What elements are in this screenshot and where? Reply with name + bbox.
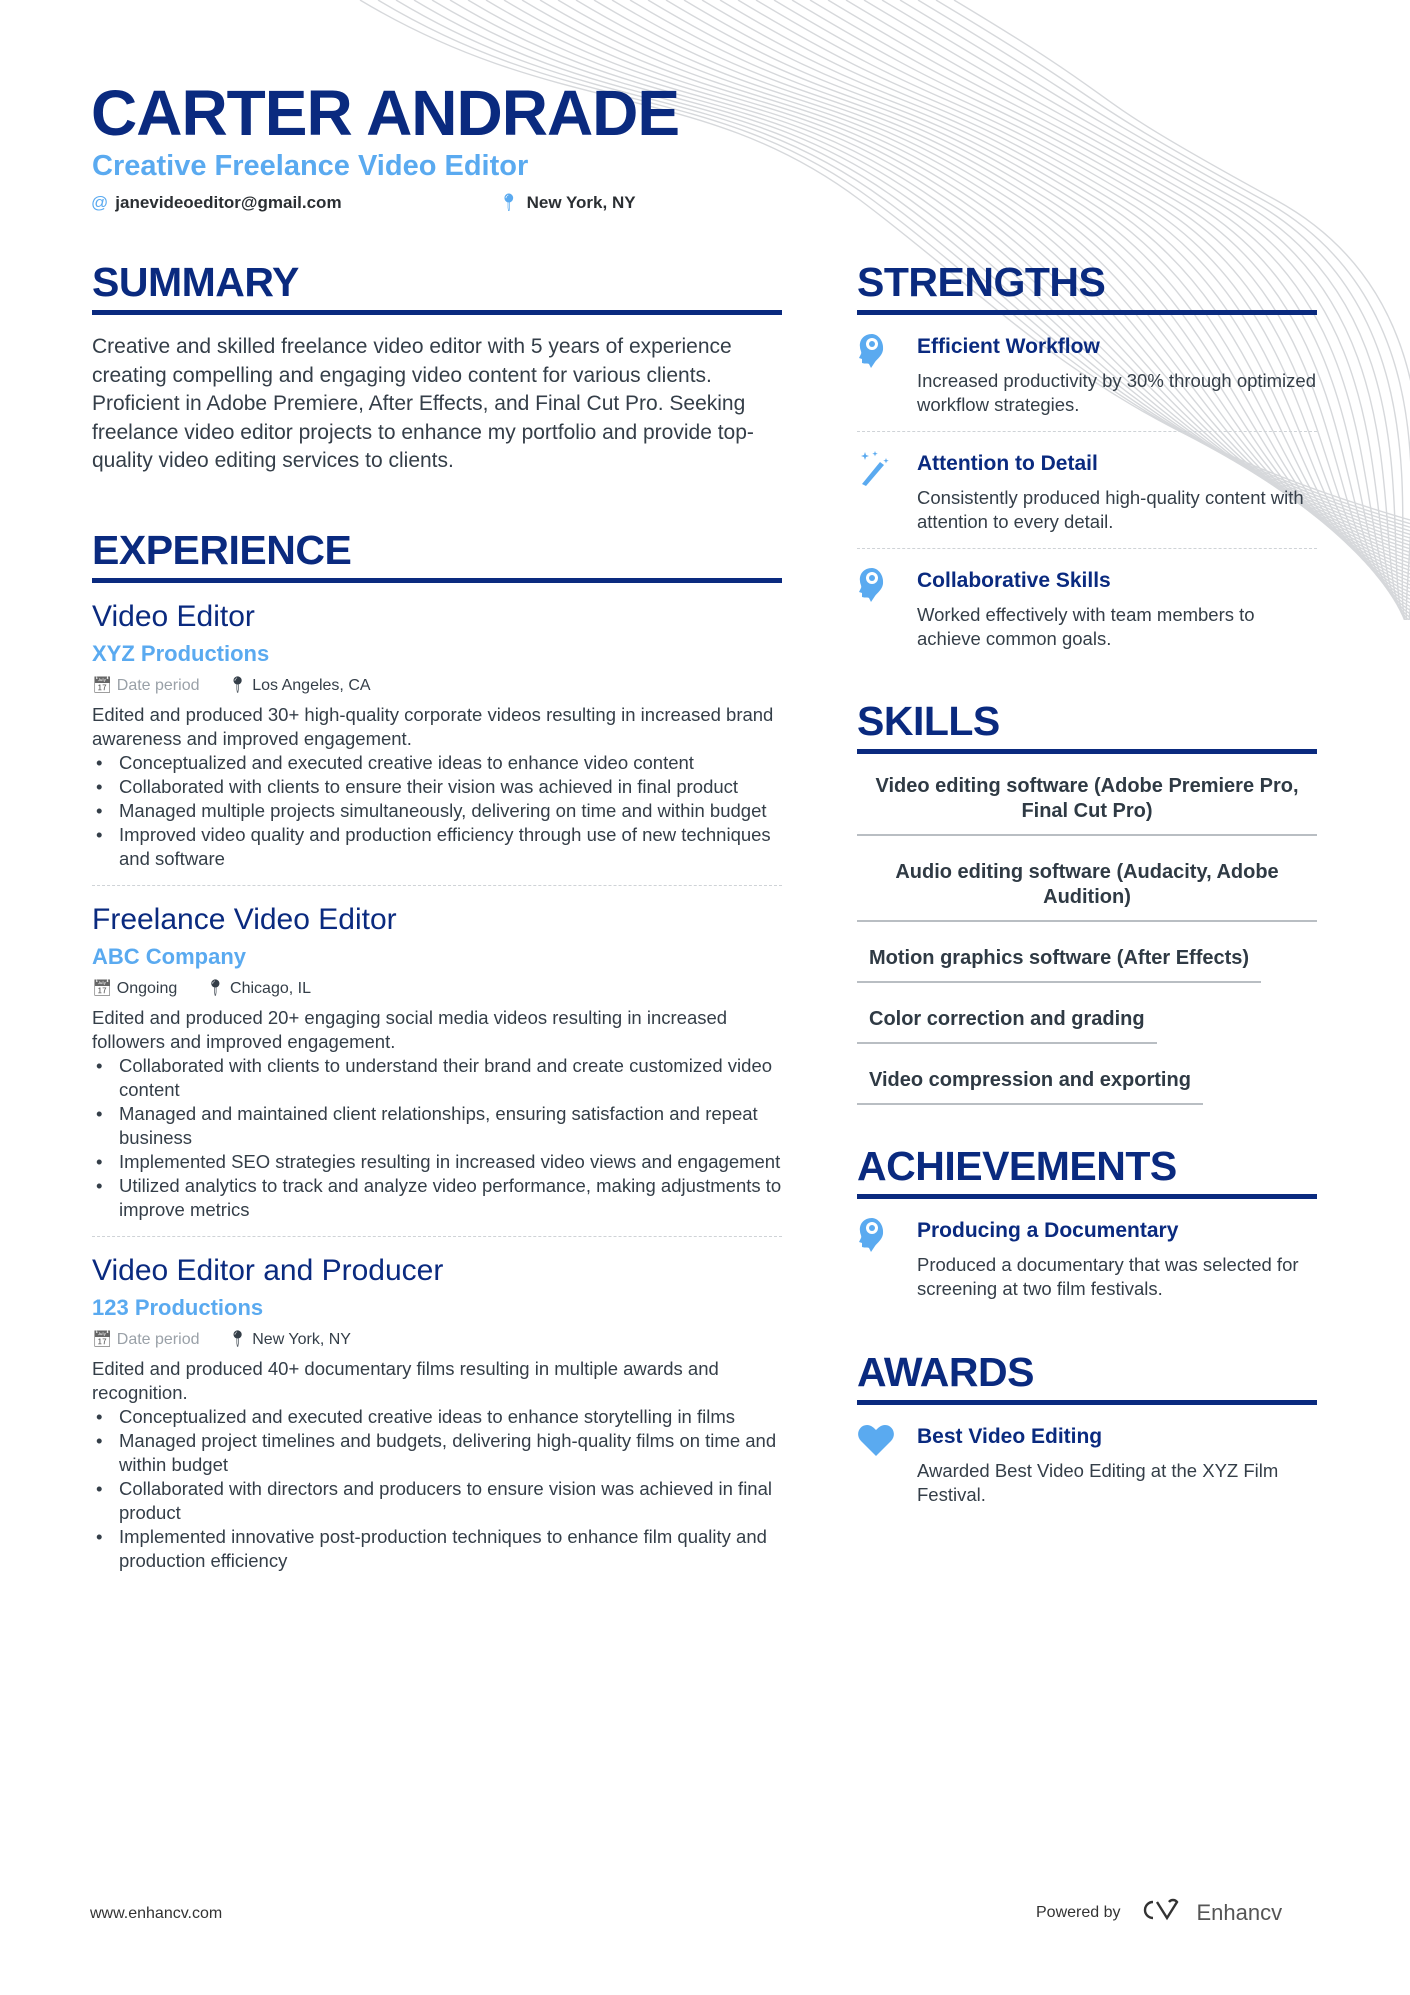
location-field <box>205 978 311 1000</box>
strengths-heading: STRENGTHS <box>857 258 1317 315</box>
date-field <box>92 1329 199 1351</box>
job-list <box>92 597 782 1587</box>
job-title: Video Editor <box>92 599 255 633</box>
head-icon <box>857 1217 917 1301</box>
summary-section <box>92 258 782 476</box>
job-location: New York, NY <box>252 1330 351 1348</box>
awards-item <box>857 1405 1317 1521</box>
job-bullet: • Managed and maintained client relationships, ensuring satisfaction and repeat business <box>92 1102 782 1150</box>
experience-section <box>92 526 782 1587</box>
experience-heading: EXPERIENCE <box>92 526 782 583</box>
job-bullet: • Collaborated with directors and producers to ensure vision was achieved in final product <box>92 1477 782 1525</box>
company-name: ABC Company <box>92 943 247 969</box>
date-field <box>92 675 199 697</box>
job-meta <box>92 1329 782 1351</box>
achievements-heading: ACHIEVEMENTS <box>857 1142 1317 1199</box>
head-icon <box>857 333 917 417</box>
brand-text: Enhancv <box>1196 1899 1283 1925</box>
item-description: Awarded Best Video Editing at the XYZ Film Festival. <box>917 1460 1279 1505</box>
item-description: Worked effectively with team members to achieve common goals. <box>917 604 1255 649</box>
footer-website[interactable]: www.enhancv.com <box>90 1905 223 1922</box>
job-bullets <box>92 1054 782 1222</box>
item-description: Consistently produced high-quality content with attention to every detail. <box>917 487 1304 532</box>
company-name: XYZ Productions <box>92 640 270 666</box>
skill-row <box>857 932 1317 993</box>
job-bullet: • Conceptualized and executed creative ideas to enhance video content <box>92 751 782 775</box>
awards-section <box>857 1348 1317 1521</box>
powered-by-text: Powered by <box>1036 1903 1121 1921</box>
footer-powered-by <box>1036 1898 1282 1927</box>
awards-list <box>857 1405 1317 1521</box>
job-date: Date period <box>116 1330 200 1348</box>
enhancv-logo-icon <box>1139 1898 1185 1927</box>
skill-row <box>857 993 1317 1054</box>
job-bullet: • Managed project timelines and budgets, delivering high-quality films on time and within budget <box>92 1429 782 1477</box>
head-icon <box>857 567 917 651</box>
awards-heading: AWARDS <box>857 1348 1317 1405</box>
skill-tag: Audio editing software (Audacity, Adobe Audition) <box>857 846 1317 922</box>
location-field <box>227 1329 350 1351</box>
item-title: Collaborative Skills <box>917 569 1111 592</box>
job-description: Edited and produced 20+ engaging social media videos resulting in increased followers and improved engagement. <box>92 1006 728 1052</box>
skill-row <box>857 1054 1317 1115</box>
contact-email[interactable] <box>91 193 342 213</box>
skill-tag: Color correction and grading <box>857 993 1157 1044</box>
job-bullet: • Implemented innovative post-production techniques to enhance film quality and production efficiency <box>92 1525 782 1573</box>
strengths-list <box>857 315 1317 665</box>
achievements-item <box>857 1199 1317 1315</box>
location-field <box>227 675 370 697</box>
achievements-section <box>857 1142 1317 1315</box>
job-date: Ongoing <box>116 979 178 997</box>
job-location: Chicago, IL <box>230 979 311 997</box>
job-bullets <box>92 751 782 871</box>
skill-tag: Motion graphics software (After Effects) <box>857 932 1261 983</box>
item-title: Efficient Workflow <box>917 335 1100 358</box>
strengths-section <box>857 258 1317 665</box>
heart-icon <box>857 1423 917 1507</box>
calendar-icon: 📅︎ <box>92 676 113 694</box>
job-entry <box>92 885 782 1236</box>
location-pin-icon: 📍︎ <box>498 193 520 212</box>
company-name: 123 Productions <box>92 1294 264 1320</box>
achievements-list <box>857 1199 1317 1315</box>
skill-row <box>857 760 1317 836</box>
calendar-icon: 📅︎ <box>92 1330 113 1348</box>
job-meta <box>92 978 782 1000</box>
skill-tag: Video editing software (Adobe Premiere Pro, Final Cut Pro) <box>857 760 1317 836</box>
job-bullets <box>92 1405 782 1573</box>
job-bullet: • Collaborated with clients to ensure their vision was achieved in final product <box>92 775 782 799</box>
candidate-title: Creative Freelance Video Editor <box>92 150 529 182</box>
item-title: Attention to Detail <box>917 452 1098 475</box>
strengths-item <box>857 548 1317 665</box>
job-bullet: • Utilized analytics to track and analyze video performance, making adjustments to improve metrics <box>92 1174 782 1222</box>
job-bullet: • Implemented SEO strategies resulting in increased video views and engagement <box>92 1150 782 1174</box>
calendar-icon: 📅︎ <box>92 979 113 997</box>
job-meta <box>92 675 782 697</box>
skill-row <box>857 846 1317 922</box>
location-text: New York, NY <box>526 193 636 212</box>
job-bullet: • Collaborated with clients to understand their brand and create customized video content <box>92 1054 782 1102</box>
at-icon: @ <box>91 193 109 212</box>
skills-heading: SKILLS <box>857 697 1317 754</box>
item-description: Produced a documentary that was selected for screening at two film festivals. <box>917 1254 1299 1299</box>
summary-text: Creative and skilled freelance video editor with 5 years of experience creating compelling and engaging video content for various clients. Proficient in Adobe Premiere, After Effects, and Final Cut Pro. Seeking freelance video editor projects to enhance my portfolio and provide top-quality video editing services to clients. <box>92 335 754 472</box>
job-date: Date period <box>116 676 200 694</box>
job-description: Edited and produced 40+ documentary films resulting in multiple awards and recognition. <box>92 1357 719 1403</box>
job-bullet: • Managed multiple projects simultaneously, delivering on time and within budget <box>92 799 782 823</box>
location-pin-icon: 📍︎ <box>227 1330 248 1348</box>
skills-list <box>857 760 1317 1115</box>
location-pin-icon: 📍︎ <box>227 676 248 694</box>
candidate-name: CARTER ANDRADE <box>91 77 680 149</box>
job-bullet: • Improved video quality and production efficiency through use of new techniques and software <box>92 823 782 871</box>
job-bullet: • Conceptualized and executed creative ideas to enhance storytelling in films <box>92 1405 782 1429</box>
summary-heading: SUMMARY <box>92 258 782 315</box>
skill-tag: Video compression and exporting <box>857 1054 1203 1105</box>
strengths-item <box>857 315 1317 431</box>
job-entry <box>92 1236 782 1587</box>
item-description: Increased productivity by 30% through optimized workflow strategies. <box>917 370 1316 415</box>
job-title: Video Editor and Producer <box>92 1253 444 1287</box>
job-description: Edited and produced 30+ high-quality corporate videos resulting in increased brand awareness and improved engagement. <box>92 703 774 749</box>
item-title: Best Video Editing <box>917 1425 1103 1448</box>
location-pin-icon: 📍︎ <box>205 979 226 997</box>
contact-location <box>498 193 636 213</box>
item-title: Producing a Documentary <box>917 1219 1179 1242</box>
job-title: Freelance Video Editor <box>92 902 397 936</box>
magic-wand-icon <box>857 450 917 534</box>
email-text: janevideoeditor@gmail.com <box>115 193 342 212</box>
job-entry <box>92 597 782 885</box>
strengths-item <box>857 431 1317 548</box>
job-location: Los Angeles, CA <box>252 676 371 694</box>
skills-section <box>857 697 1317 1115</box>
left-column <box>92 258 782 1587</box>
date-field <box>92 978 177 1000</box>
